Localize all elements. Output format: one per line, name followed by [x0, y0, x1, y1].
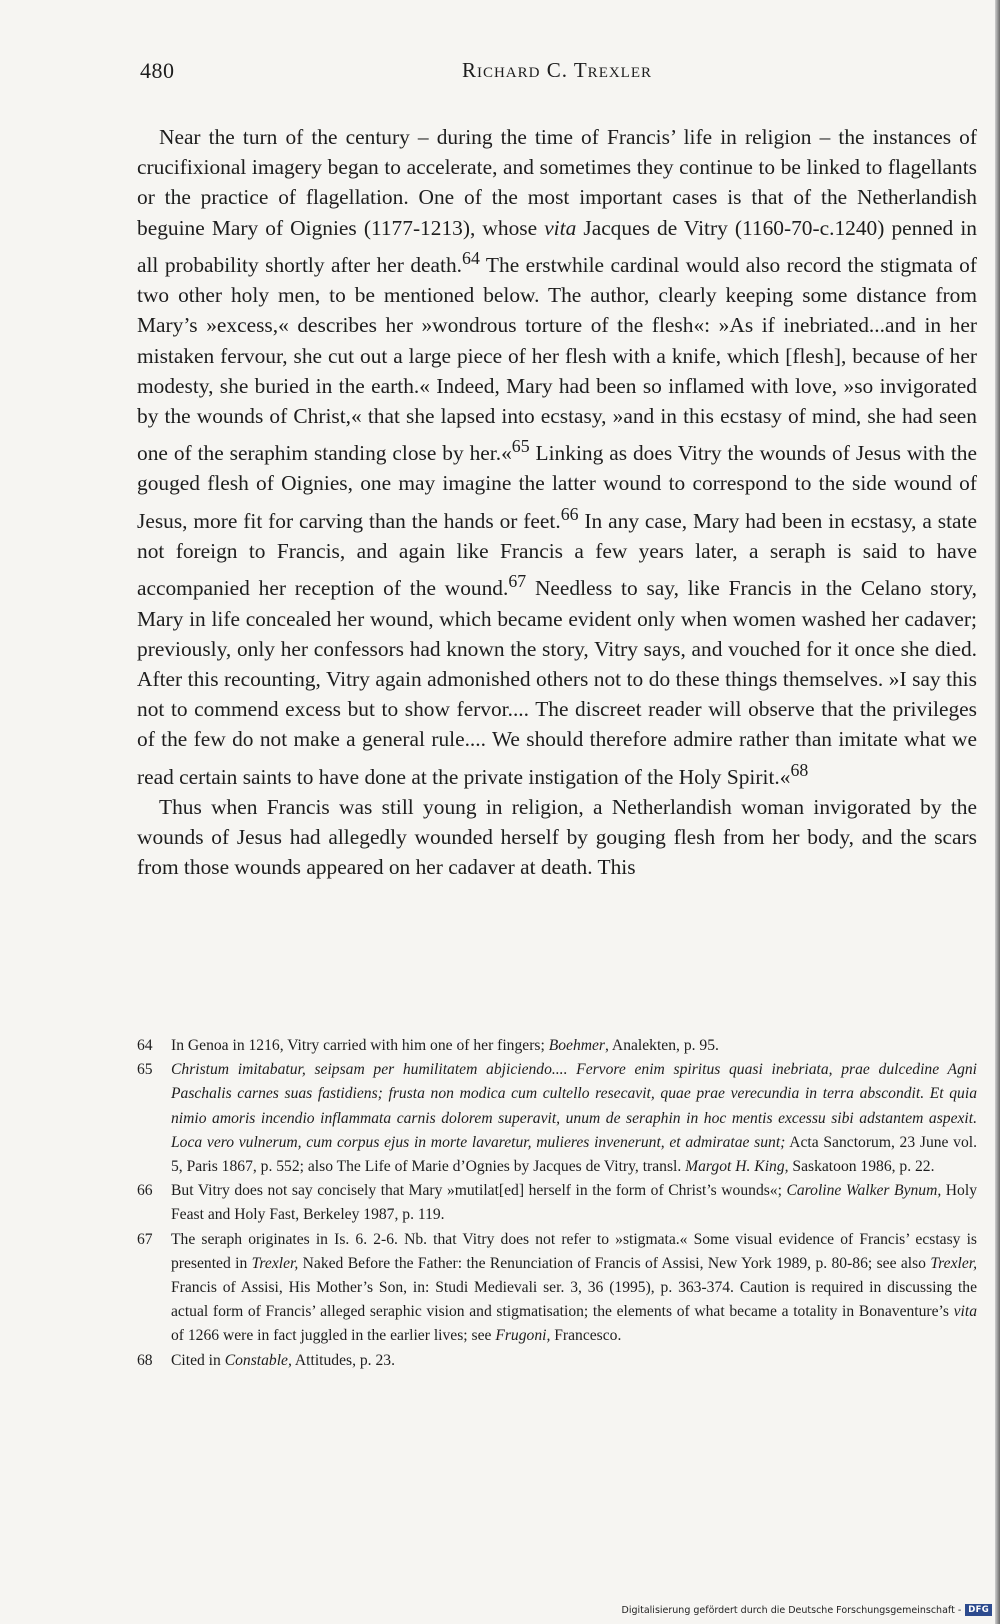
footnotes	[137, 1034, 977, 1373]
running-head: Richard C. Trexler	[461, 58, 653, 82]
footnote-68	[137, 1349, 977, 1373]
footnote-ref-65[interactable]: 65	[511, 436, 530, 457]
page-edge-shadow	[995, 0, 1000, 1624]
footnote-ref-66[interactable]: 66	[560, 503, 579, 524]
footnote-65	[137, 1058, 977, 1179]
footnote-text: In Genoa in 1216, Vitry carried with him one of her fingers; Boehmer, Analekten, p. 95.	[171, 1037, 719, 1054]
dfg-logo-icon: DFG	[965, 1604, 992, 1616]
footnote-text: The seraph originates in Is. 6. 2-6. Nb. that Vitry does not refer to »stigmata.« Some visual evidence of Francis’ ecstasy is presented in Trexler, Naked Before the Father: the Renunciation of Francis of Assisi, New York 1989, p. 80-86; see also Trexler, Francis of Assisi, His Mother’s Son, in: Studi Medievali ser. 3, 36 (1995), p. 363-374. Caution is required in discussing the actual form of Francis’ alleged seraphic vision and stigmatisation; the elements of what became a totality in Bonaventure’s vita of 1266 were in fact juggled in the earlier lives; see Frugoni, Francesco.	[171, 1230, 977, 1345]
footnote-number: 66	[137, 1182, 153, 1200]
digitization-footer	[622, 1602, 993, 1618]
paragraph-1: Near the turn of the century – during the time of Francis’ life in religion – the instances of crucifixional imagery began to accelerate, and sometimes they continue to be linked to flagellants or the practice of flagellation. One of the most important cases is that of the Netherlandish beguine Mary of Oignies (1177-1213), whose vita Jacques de Vitry (1160-70-c.1240) penned in all probability shortly after her death.$^{64}$ The erstwhile cardinal would also record the stigmata of two other holy men, to be mentioned below. The author, clearly keeping some distance from Mary’s »excess,« describes her »wondrous torture of the flesh«: »As if inebriated...and in her mistaken fervour, she cut out a large piece of her flesh with a knife, which [flesh], because of her modesty, she buried in the earth.« Indeed, Mary had been so inflamed with love, »so invigorated by the wounds of Christ,« that she lapsed into ecstasy, »and in this ecstasy of mind, she had seen one of the seraphim standing close by her.«$^{65}$ Linking as does Vitry the wounds of Jesus with the gouged flesh of Oignies, one may imagine the latter wound to correspond to the side wound of Jesus, more fit for carving than the hands or feet.$^{66}$ In any case, Mary had been in ecstasy, a state not foreign to Francis, and again like Francis a few years later, a seraph is said to have accompanied her reception of the wound.$^{67}$ Needless to say, like Francis in the Celano story, Mary in life concealed her wound, which became evident only when women washed her cadaver; previously, only her confessors had known the story, Vitry says, and vouched for it once she died. After this recounting, Vitry again admonished others not to do these things themselves. »I say this not to commend excess but to show fervor.... The discreet reader will observe that the privileges of the few do not make a general rule.... We should therefore admire rather than imitate what we read certain saints to have done at the private instigation of the Holy Spirit.«$^{68}$	[137, 125, 978, 789]
footnote-text: Christum imitabatur, seipsam per humilitatem abjiciendo.... Fervore enim spiritus quasi inebriata, prae dulcedine Agni Paschalis carnes suas fastidiens; frusta non modica cum cultello resecavit, quae prae verecundia in terra abscondit. Et quia nimio amoris incendio inflammata carnis dolorem superavit, unum de seraphin in hoc mentis excessu sibi adstantem aspexit. Loca vero vulnerum, cum corpus ejus in morte lavaretur, mulieres invenerunt, et admiratae sunt; Acta Sanctorum, 23 June vol. 5, Paris 1867, p. 552; also The Life of Marie d’Ognies by Jacques de Vitry, transl. Margot H. King, Saskatoon 1986, p. 22.	[171, 1061, 977, 1176]
footnote-text: Cited in Constable, Attitudes, p. 23.	[171, 1351, 395, 1369]
footnote-67	[137, 1228, 977, 1349]
paragraph-2: Thus when Francis was still young in religion, a Netherlandish woman invigorated by the wounds of Jesus had allegedly wounded herself by gouging flesh from her body, and the scars from those wounds appeared on her cadaver at death. This	[137, 794, 977, 880]
footnote-number: 68	[137, 1351, 153, 1369]
footnote-text: But Vitry does not say concisely that Mary »mutilat[ed] herself in the form of Christ’s wounds«; Caroline Walker Bynum, Holy Feast and Holy Fast, Berkeley 1987, p. 119.	[171, 1182, 977, 1224]
page-header	[140, 58, 974, 88]
footnote-64	[137, 1034, 977, 1058]
footnote-number: 64	[137, 1037, 153, 1054]
footnote-number: 67	[137, 1230, 153, 1248]
footnote-number: 65	[137, 1061, 153, 1079]
footnote-ref-67[interactable]: 67	[508, 571, 527, 592]
footnote-66	[137, 1179, 977, 1227]
funding-credit: Digitalisierung gefördert durch die Deutsche Forschungsgemeinschaft -	[621, 1604, 962, 1616]
page-number: 480	[140, 58, 175, 83]
footnote-ref-64[interactable]: 64	[462, 247, 480, 268]
footnote-ref-68[interactable]: 68	[790, 759, 809, 780]
main-text	[137, 122, 977, 883]
